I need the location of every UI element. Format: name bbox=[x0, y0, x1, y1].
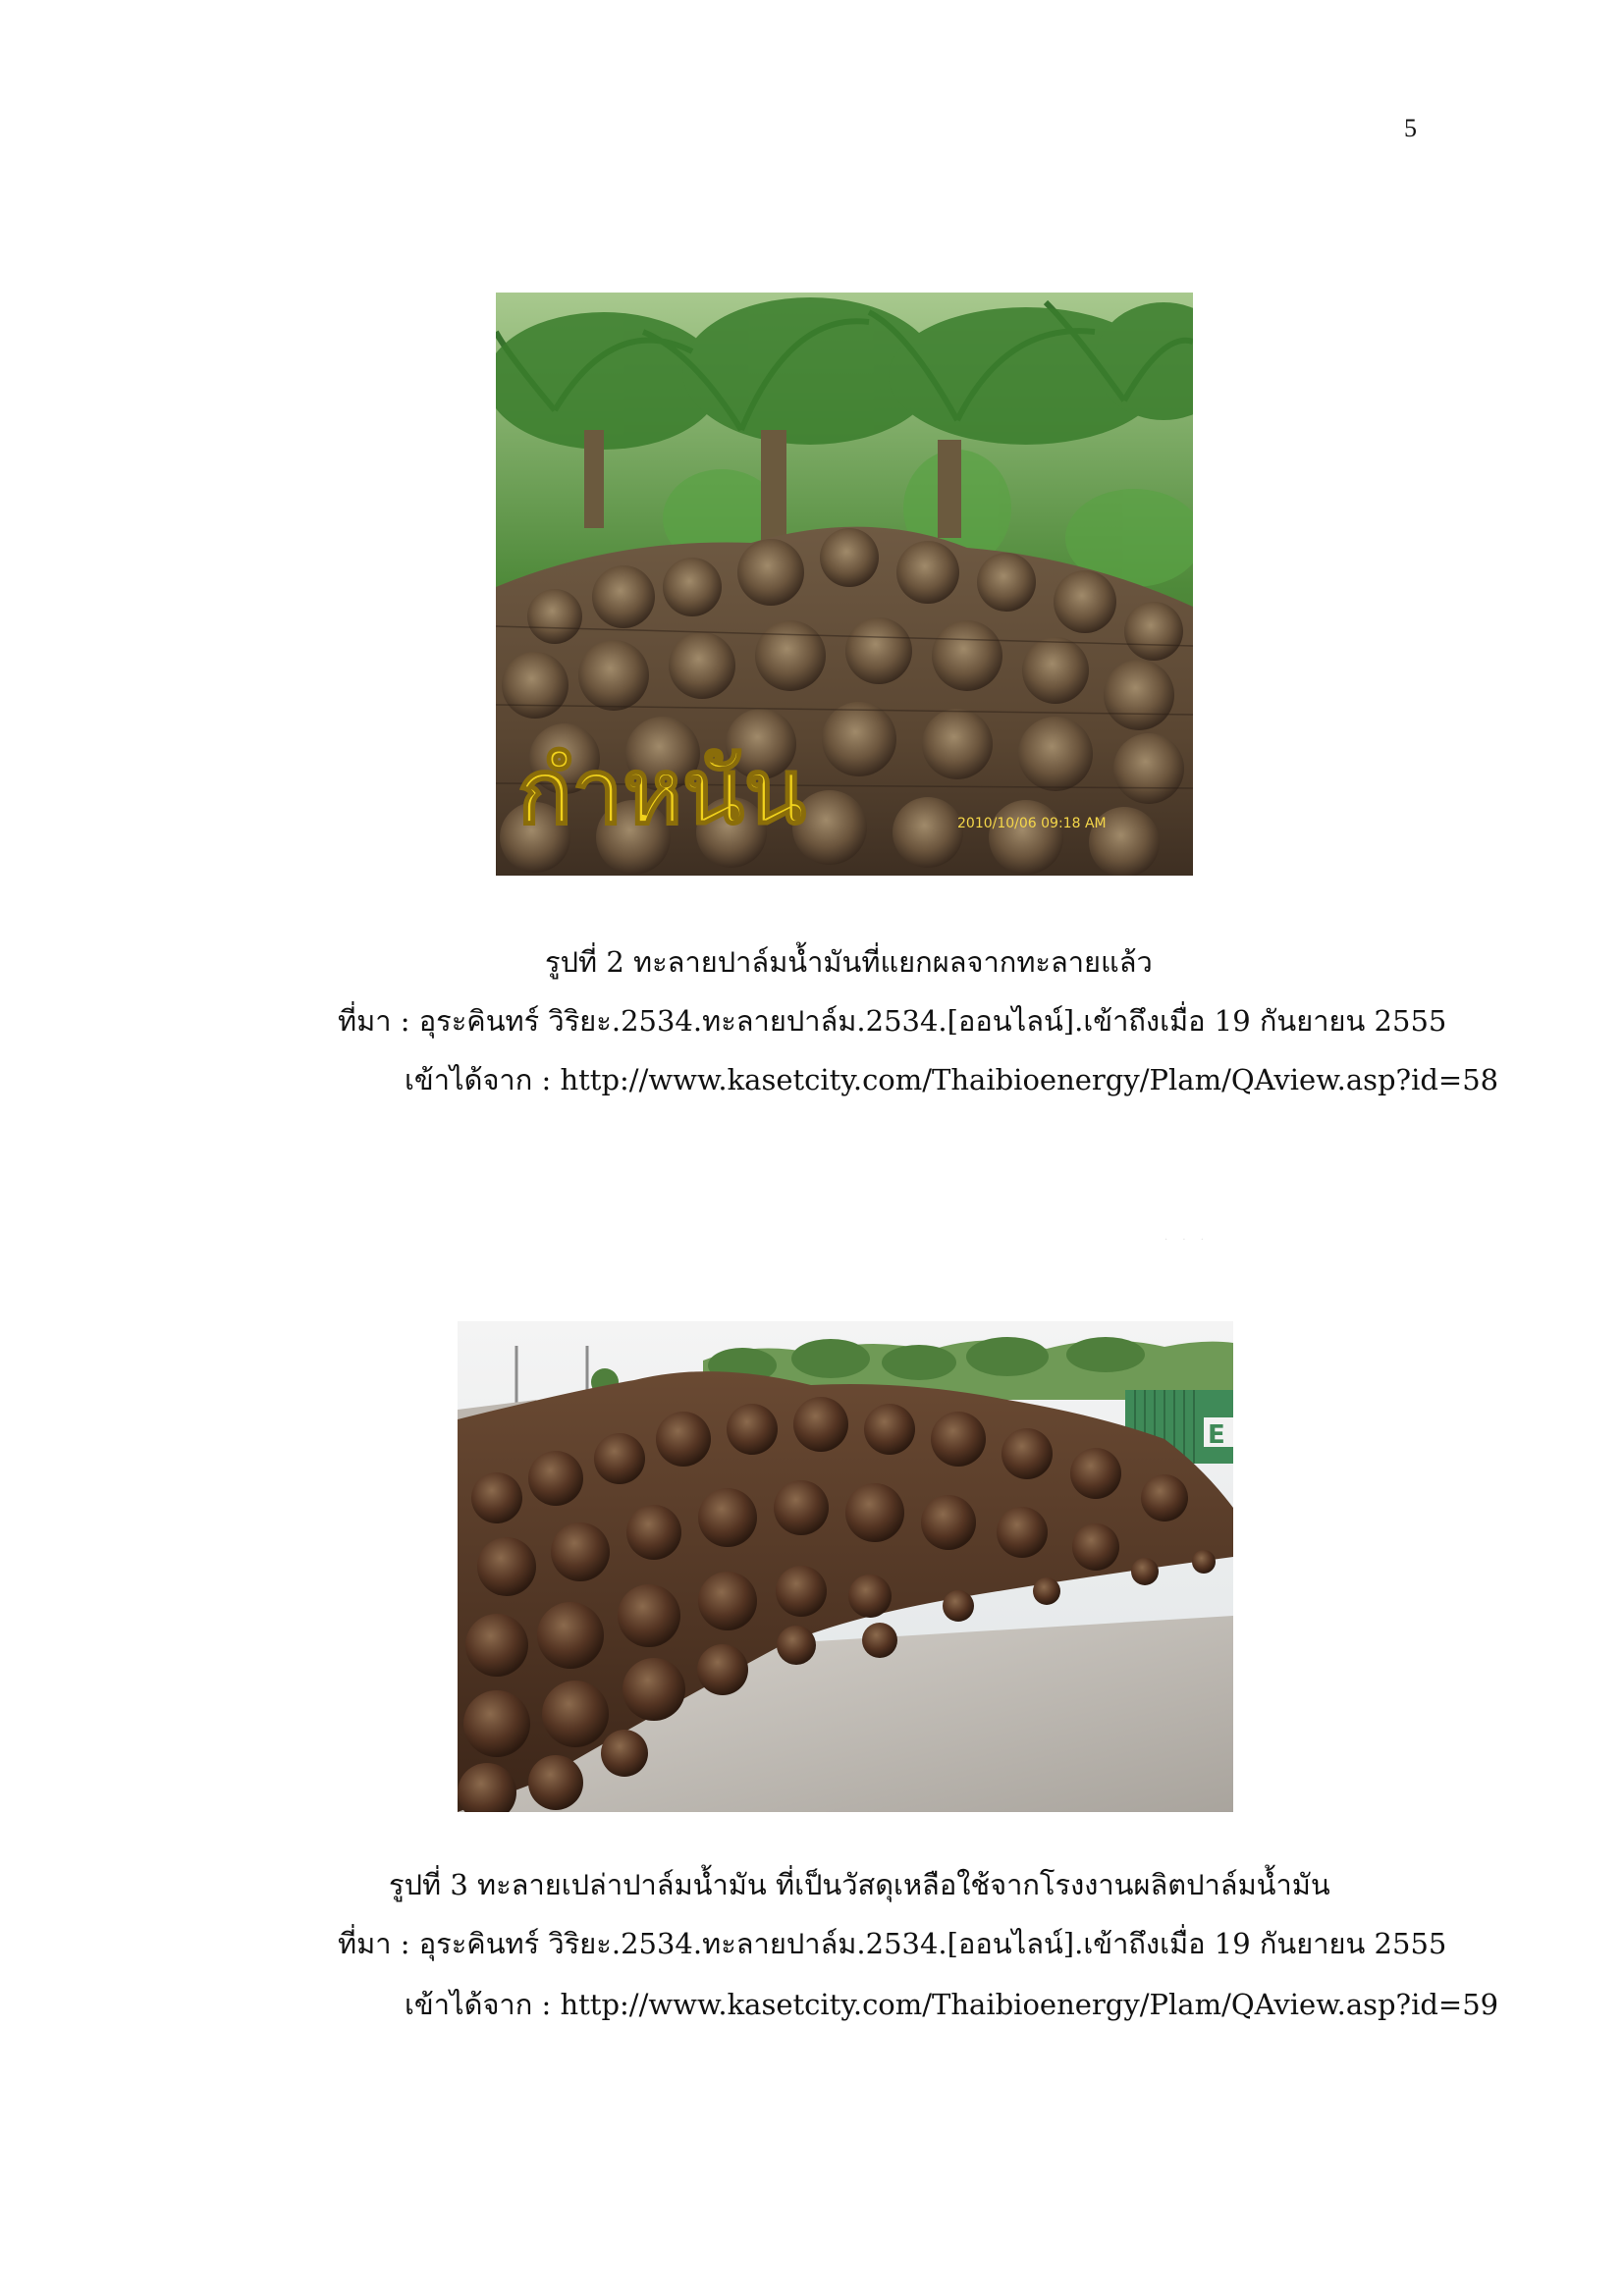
empty-fruit-bunch-photo bbox=[458, 1321, 1233, 1812]
scan-artifact: · · · bbox=[1164, 1235, 1210, 1246]
figure-3-caption: รูปที่ 3 ทะลายเปล่าปาล์มน้ำมัน ที่เป็นวัสดุเหลือใช้จากโรงงานผลิตปาล์มน้ำมัน bbox=[389, 1868, 1330, 1901]
photo-overlay-title: กำหนัน bbox=[517, 739, 806, 844]
figure-3-url: เข้าได้จาก : http://www.kasetcity.com/Thaibioenergy/Plam/QAview.asp?id=59 bbox=[405, 1988, 1499, 2021]
page-number: 5 bbox=[1404, 114, 1417, 142]
figure-2-source: ที่มา : อุระคินทร์ วิริยะ.2534.ทะลายปาล์ม.2534.[ออนไลน์].เข้าถึงเมื่อ 19 กันยายน 2555 bbox=[338, 1004, 1447, 1038]
figure-2-url: เข้าได้จาก : http://www.kasetcity.com/Thaibioenergy/Plam/QAview.asp?id=58 bbox=[405, 1063, 1499, 1096]
figure-2-caption: รูปที่ 2 ทะลายปาล์มน้ำมันที่แยกผลจากทะลายแล้ว bbox=[545, 945, 1153, 979]
container-sign-letter: E bbox=[1208, 1420, 1225, 1450]
empty-fruit-bunch-photo-image bbox=[458, 1321, 1233, 1812]
palm-bunch-photo-image bbox=[496, 293, 1193, 876]
figure-3-source: ที่มา : อุระคินทร์ วิริยะ.2534.ทะลายปาล์ม.2534.[ออนไลน์].เข้าถึงเมื่อ 19 กันยายน 2555 bbox=[338, 1927, 1447, 1960]
palm-bunch-photo bbox=[496, 293, 1193, 876]
photo-timestamp: 2010/10/06 09:18 AM bbox=[957, 816, 1107, 831]
